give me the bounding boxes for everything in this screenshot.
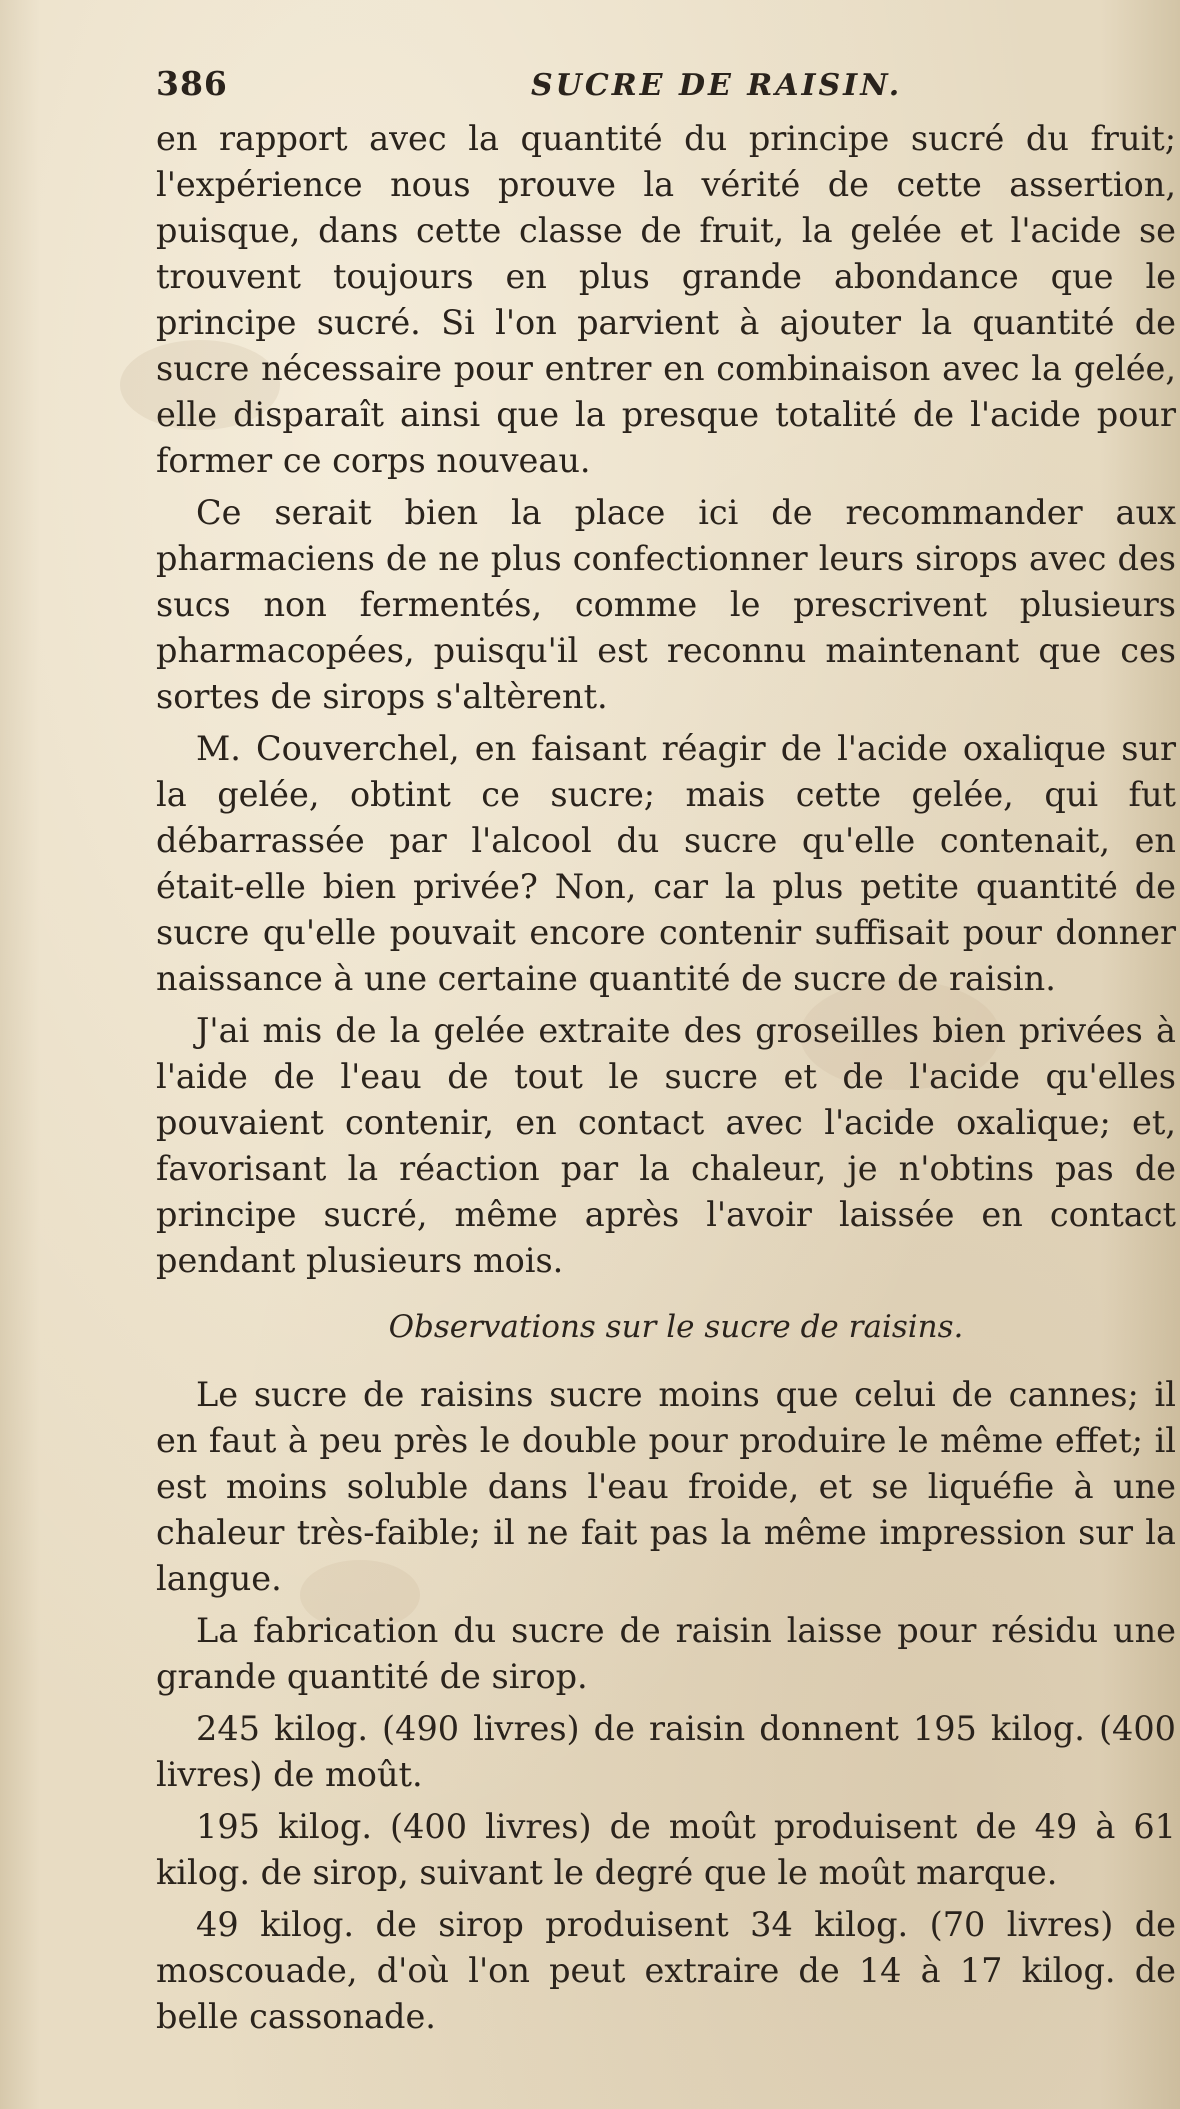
paragraph-sirop-moscouade: 49 kilog. de sirop produisent 34 kilog. (70 livres) de moscouade, d'où l'on peut extraire de 14 à 17 kilog. de belle cassonade. <box>156 1905 1176 2036</box>
paragraph-couverchel: M. Couverchel, en faisant réagir de l'acide oxalique sur la gelée, obtint ce sucre; mais cette gelée, qui fut débarrassée par l'alcool du sucre qu'elle contenait, en était-elle bien privée? Non, car la plus petite quantité de sucre qu'elle pouvait encore contenir suffisait pour donner naissance à une certaine quantité de sucre de raisin. <box>156 729 1176 998</box>
paragraph-groseilles: J'ai mis de la gelée extraite des groseilles bien privées à l'aide de l'eau de tout le sucre et de l'acide qu'elles pouvaient contenir, en contact avec l'acide oxalique; et, favorisant la réaction par la chaleur, je n'obtins pas de principe sucré, même après l'avoir laissée en contact pendant plusieurs mois. <box>156 1011 1176 1280</box>
paragraph-sucre-raisins: Le sucre de raisins sucre moins que celui de cannes; il en faut à peu près le double pour produire le même effet; il est moins soluble dans l'eau froide, et se liquéfie à une chaleur très-faible; il ne fait pas la même impression sur la langue. <box>156 1375 1176 1598</box>
running-title: SUCRE DE RAISIN. <box>531 68 903 103</box>
page-content <box>156 60 1176 2040</box>
paragraph-residu: La fabrication du sucre de raisin laisse pour résidu une grande quantité de sirop. <box>156 1611 1176 1696</box>
paragraph-continuation: en rapport avec la quantité du principe sucré du fruit; l'expérience nous prouve la vérité de cette assertion, puisque, dans cette classe de fruit, la gelée et l'acide se trouvent toujours en plus grande abondance que le principe sucré. Si l'on parvient à ajouter la quantité de sucre nécessaire pour entrer en combinaison avec la gelée, elle disparaît ainsi que la presque totalité de l'acide pour former ce corps nouveau. <box>156 119 1176 480</box>
page-number: 386 <box>156 64 228 103</box>
paragraph-mout-sirop: 195 kilog. (400 livres) de moût produisent de 49 à 61 kilog. de sirop, suivant le degré que le moût marque. <box>156 1807 1176 1892</box>
section-heading: Observations sur le sucre de raisins. <box>388 1309 964 1345</box>
paragraph-pharmaciens: Ce serait bien la place ici de recommander aux pharmaciens de ne plus confectionner leurs sirops avec des sucs non fermentés, comme le prescrivent plusieurs pharmacopées, puisqu'il est reconnu maintenant que ces sortes de sirops s'altèrent. <box>156 493 1176 716</box>
running-head <box>156 60 1176 116</box>
paragraph-raisin-mout: 245 kilog. (490 livres) de raisin donnent 195 kilog. (400 livres) de moût. <box>156 1709 1176 1794</box>
